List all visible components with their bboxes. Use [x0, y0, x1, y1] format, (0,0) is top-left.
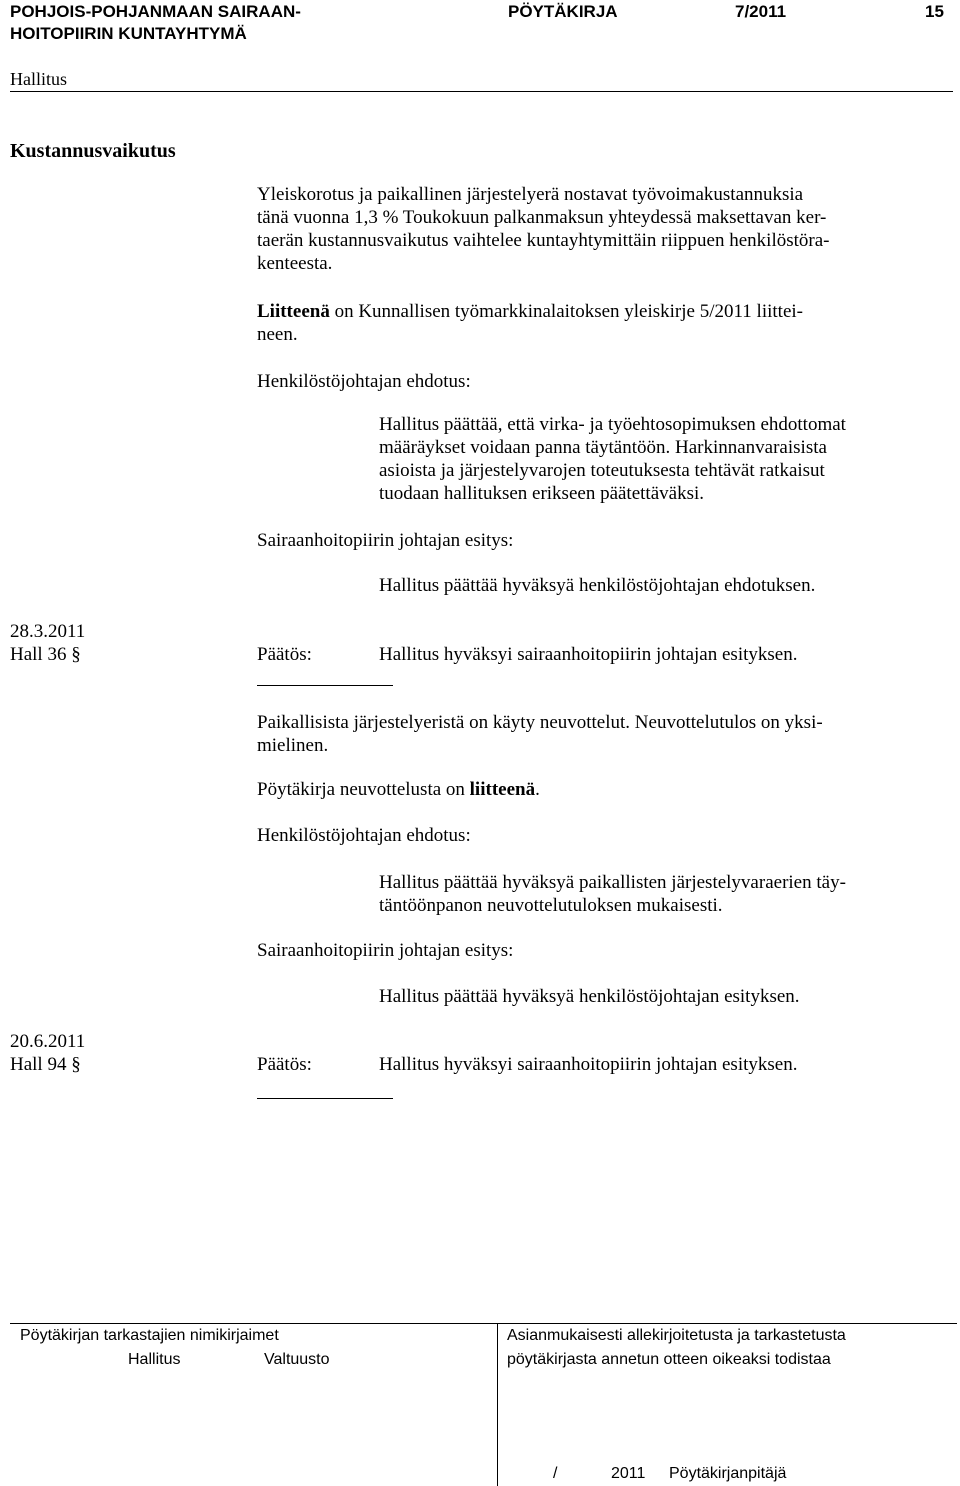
header-doc-type: PÖYTÄKIRJA	[508, 2, 618, 21]
minutes-sentence	[257, 778, 540, 801]
proposal1-line: määräykset voidaan panna täytäntöön. Harkinnanvaraisista	[379, 437, 827, 458]
followup-proposal2-label: Sairaanhoitopiirin johtajan esitys:	[257, 940, 514, 961]
decision1-label: Päätös:	[257, 644, 312, 665]
intro-line: taerän kustannusvaikutus vaihtelee kuntayhtymittäin riippuen henkilöstöra-	[257, 230, 830, 251]
footer-cert-line2: pöytäkirjasta annetun otteen oikeaksi todistaa	[507, 1351, 831, 1368]
attachment-paragraph	[257, 300, 803, 346]
header-rule	[10, 91, 953, 92]
decision2-label: Päätös:	[257, 1054, 312, 1075]
decision2-date: 20.6.2011	[10, 1031, 86, 1052]
followup-line: mielinen.	[257, 735, 329, 756]
header-doc-number: 7/2011	[735, 2, 787, 21]
decision2-ref: Hall 94 §	[10, 1054, 81, 1075]
decision1-rule	[257, 685, 393, 686]
intro-line: kenteesta.	[257, 253, 333, 274]
footer-cert-line1: Asianmukaisesti allekirjoitetusta ja tarkastetusta	[507, 1327, 846, 1344]
minutes-bold: liitteenä	[469, 779, 536, 800]
decision1-ref: Hall 36 §	[10, 644, 81, 665]
decision1-text: Hallitus hyväksyi sairaanhoitopiirin johtajan esityksen.	[379, 644, 798, 665]
footer-col-valtuusto: Valtuusto	[264, 1351, 330, 1368]
followup-proposal1-line: Hallitus päättää hyväksyä paikallisten järjestelyvaraerien täy-	[379, 872, 846, 893]
followup-proposal1-line: täntöönpanon neuvottelutuloksen mukaisesti.	[379, 895, 723, 916]
footer-sign-slash: /	[553, 1465, 558, 1482]
minutes-text: Pöytäkirja neuvottelusta on	[257, 779, 470, 800]
footer-sign-role: Pöytäkirjanpitäjä	[669, 1465, 787, 1482]
proposal1-line: tuodaan hallituksen erikseen päätettäväksi.	[379, 483, 704, 504]
attachment-line2: neen.	[257, 324, 298, 345]
proposal2-label: Sairaanhoitopiirin johtajan esitys:	[257, 530, 514, 551]
header-body-name: Hallitus	[10, 69, 67, 89]
attachment-bold: Liitteenä	[257, 301, 330, 322]
header-org-line1: POHJOIS-POHJANMAAN SAIRAAN-	[10, 2, 301, 21]
decision2-rule	[257, 1098, 393, 1099]
followup-proposal1-text	[379, 871, 846, 917]
footer-rule	[10, 1323, 957, 1324]
footer-col-hallitus: Hallitus	[128, 1351, 181, 1368]
decision2-text: Hallitus hyväksyi sairaanhoitopiirin johtajan esityksen.	[379, 1054, 798, 1075]
followup-paragraph	[257, 711, 823, 757]
header-org-line2: HOITOPIIRIN KUNTAYHTYMÄ	[10, 24, 247, 43]
intro-line: Yleiskorotus ja paikallinen järjestelyerä nostavat työvoimakustannuksia	[257, 184, 804, 205]
attachment-text: on Kunnallisen työmarkkinalaitoksen yleiskirje 5/2011 liittei-	[329, 301, 803, 322]
footer-initials-title: Pöytäkirjan tarkastajien nimikirjaimet	[20, 1327, 279, 1344]
footer-sign-year: 2011	[611, 1465, 646, 1482]
header-page-number: 15	[925, 2, 944, 21]
intro-paragraph	[257, 183, 830, 275]
proposal2-text: Hallitus päättää hyväksyä henkilöstöjohtajan ehdotuksen.	[379, 575, 816, 596]
minutes-end: .	[535, 779, 540, 800]
decision1-date: 28.3.2011	[10, 621, 86, 642]
proposal1-line: asioista ja järjestelyvarojen toteutuksesta tehtävät ratkaisut	[379, 460, 825, 481]
followup-proposal2-text: Hallitus päättää hyväksyä henkilöstöjohtajan esityksen.	[379, 986, 800, 1007]
followup-line: Paikallisista järjestelyeristä on käyty neuvottelut. Neuvottelutulos on yksi-	[257, 712, 823, 733]
followup-proposal1-label: Henkilöstöjohtajan ehdotus:	[257, 825, 471, 846]
proposal1-line: Hallitus päättää, että virka- ja työehtosopimuksen ehdottomat	[379, 414, 846, 435]
section-title: Kustannusvaikutus	[10, 140, 176, 162]
footer-divider	[497, 1323, 498, 1486]
proposal1-text	[379, 413, 846, 505]
intro-line: tänä vuonna 1,3 % Toukokuun palkanmaksun yhteydessä maksettavan ker-	[257, 207, 827, 228]
proposal1-label: Henkilöstöjohtajan ehdotus:	[257, 371, 471, 392]
